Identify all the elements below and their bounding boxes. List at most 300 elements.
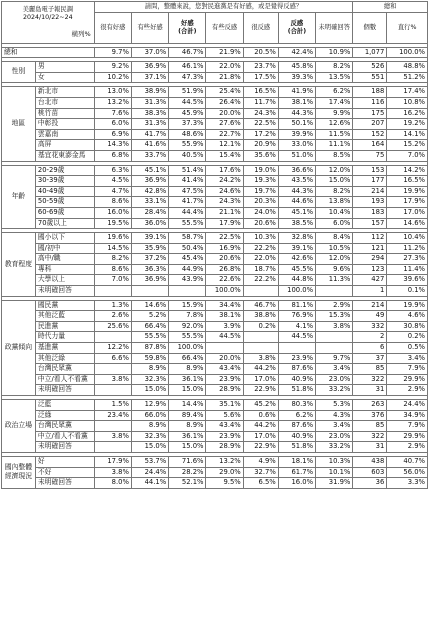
header-row-1 [2,2,428,13]
value-cell: 44.6% [278,197,315,208]
value-cell: 48.6% [169,129,206,140]
value-cell [243,343,278,354]
value-cell: 44.9% [169,264,206,275]
value-cell: 37.3% [169,119,206,130]
value-cell: 9.7% [94,47,131,58]
value-cell: 44.1% [131,478,168,489]
value-cell: 322 [353,374,387,385]
value-cell: 1.5% [94,400,131,411]
table-row [2,47,428,58]
table-row [2,467,428,478]
value-cell: 26.4% [206,97,243,108]
value-cell: 23.0% [316,374,353,385]
report-date: 2024/10/22~24 [23,14,73,22]
value-cell: 10.2% [94,72,131,83]
value-cell: 43.9% [169,275,206,286]
value-cell: 51.2% [387,72,428,83]
group-label: 國內整體經濟現況 [2,456,36,488]
value-cell: 24.0% [243,207,278,218]
group-label: 年齡 [2,165,36,229]
value-cell: 22.0% [243,254,278,265]
crosstab-table [1,1,428,489]
value-cell: 6.2% [278,410,315,421]
row-label: 50-59歲 [35,197,94,208]
table-row [2,374,428,385]
row-label: 中彰投 [35,119,94,130]
value-cell: 11.5% [316,129,353,140]
value-cell: 16.5% [243,87,278,98]
row-label: 新北市 [35,87,94,98]
value-cell: 44.3% [278,186,315,197]
value-cell: 2.9% [316,300,353,311]
value-cell: 100.0% [387,47,428,58]
table-row [2,343,428,354]
table-row [2,311,428,322]
value-cell: 44.5% [206,332,243,343]
value-cell: 16.0% [94,207,131,218]
value-cell: 51.4% [169,165,206,176]
value-cell: 376 [353,410,387,421]
value-cell: 24.3% [206,197,243,208]
row-label: 專科 [35,264,94,275]
value-cell: 10.4% [316,207,353,218]
value-cell: 41.4% [169,176,206,187]
value-cell: 44.5% [169,97,206,108]
value-cell: 4.6% [387,311,428,322]
value-cell: 4.3% [316,410,353,421]
group-label: 政治立場 [2,400,36,453]
value-cell: 175 [353,108,387,119]
total-header: 總和 [353,2,428,13]
value-cell: 0.6% [243,410,278,421]
value-cell: 48.8% [387,62,428,73]
value-cell: 22.6% [206,275,243,286]
value-cell: 47.3% [169,72,206,83]
row-label: 國民黨 [35,300,94,311]
value-cell: 44.4% [169,207,206,218]
value-cell: 33.2% [316,442,353,453]
title-block [2,2,95,44]
value-cell: 332 [353,321,387,332]
value-cell: 17.4% [316,97,353,108]
row-label: 泛藍 [35,400,94,411]
value-cell: 1,077 [353,47,387,58]
value-cell: 51.8% [278,385,315,396]
value-cell: 17.0% [243,374,278,385]
value-cell: 66.0% [131,410,168,421]
value-cell: 19.0% [243,165,278,176]
value-cell: 36.1% [169,431,206,442]
value-cell: 15.0% [169,442,206,453]
value-cell: 13.5% [316,72,353,83]
value-cell: 27.3% [387,254,428,265]
value-cell: 33.7% [131,150,168,161]
row-label: 40-49歲 [35,186,94,197]
table-row [2,129,428,140]
row-label: 70歲以上 [35,218,94,229]
value-cell: 2 [353,332,387,343]
value-cell: 33.0% [278,140,315,151]
value-cell: 9.5% [206,478,243,489]
value-cell [94,364,131,375]
value-cell: 10.3% [316,456,353,467]
value-cell: 43.5% [278,176,315,187]
value-cell: 112 [353,233,387,244]
column-header: 好感 (合計) [169,12,206,43]
value-cell: 23.4% [94,410,131,421]
table-row [2,478,428,489]
value-cell [206,343,243,354]
value-cell: 8.9% [131,364,168,375]
value-cell: 44.3% [278,108,315,119]
row-label: 30-39歲 [35,176,94,187]
value-cell: 49 [353,311,387,322]
value-cell: 71.6% [169,456,206,467]
value-cell: 44.2% [243,364,278,375]
value-cell: 66.4% [169,353,206,364]
value-cell: 8.6% [94,197,131,208]
value-cell: 39.3% [278,72,315,83]
value-cell: 29.9% [387,374,428,385]
value-cell: 22.7% [206,129,243,140]
value-cell: 100.0% [169,343,206,354]
value-cell: 87.8% [131,343,168,354]
value-cell: 35.1% [206,400,243,411]
value-cell: 11.2% [387,243,428,254]
value-cell: 30.8% [387,321,428,332]
row-label: 其他泛藍 [35,311,94,322]
value-cell: 121 [353,243,387,254]
value-cell: 6 [353,343,387,354]
value-cell: 8.9% [169,421,206,432]
value-cell: 9.6% [316,264,353,275]
value-cell: 22.9% [243,385,278,396]
value-cell: 14.5% [94,243,131,254]
value-cell: 45.5% [278,264,315,275]
table-row [2,300,428,311]
value-cell: 61.7% [278,467,315,478]
value-cell: 20.3% [243,197,278,208]
value-cell: 41.7% [169,197,206,208]
table-row [2,353,428,364]
value-cell: 263 [353,400,387,411]
value-cell: 322 [353,431,387,442]
value-cell: 6.2% [316,87,353,98]
value-cell: 41.7% [131,129,168,140]
value-cell: 17.9% [94,456,131,467]
value-cell: 3.8% [316,321,353,332]
value-cell: 2.9% [387,385,428,396]
value-cell: 50.4% [169,243,206,254]
table-row [2,286,428,297]
value-cell: 0.1% [387,286,428,297]
value-cell [243,332,278,343]
value-cell: 36.3% [131,264,168,275]
value-cell: 45.4% [169,254,206,265]
value-cell: 20.6% [243,218,278,229]
value-cell: 1 [353,286,387,297]
value-cell: 14.3% [94,140,131,151]
value-cell: 14.6% [131,300,168,311]
table-row [2,207,428,218]
value-cell: 9.2% [94,62,131,73]
column-header: 直行% [387,12,428,43]
value-cell: 55.5% [169,218,206,229]
value-cell: 23.9% [206,431,243,442]
value-cell: 19.7% [243,186,278,197]
value-cell: 38.1% [206,311,243,322]
value-cell: 42.6% [278,254,315,265]
value-cell: 5.2% [131,311,168,322]
value-cell: 4.1% [278,321,315,332]
value-cell: 23.9% [206,374,243,385]
value-cell: 11.1% [316,140,353,151]
value-cell: 214 [353,300,387,311]
value-cell: 32.8% [278,233,315,244]
table-row [2,165,428,176]
value-cell: 8.6% [94,264,131,275]
value-cell: 46.7% [169,47,206,58]
row-label: 好 [35,456,94,467]
row-label: 不好 [35,467,94,478]
value-cell: 45.1% [131,165,168,176]
value-cell [94,385,131,396]
table-row [2,264,428,275]
value-cell: 6.9% [94,129,131,140]
value-cell: 76.9% [278,311,315,322]
value-cell: 22.5% [206,233,243,244]
value-cell: 33.2% [316,385,353,396]
group-label: 性別 [2,62,36,83]
value-cell [316,343,353,354]
value-cell [131,286,168,297]
value-cell: 38.8% [243,311,278,322]
value-cell: 3.8% [94,431,131,442]
value-cell: 66.4% [131,321,168,332]
report-title: 美麗島電子報民調 [22,6,73,14]
row-label: 國小以下 [35,233,94,244]
value-cell: 294 [353,254,387,265]
value-cell: 43.4% [206,364,243,375]
value-cell: 15.9% [169,300,206,311]
value-cell: 0.2% [243,321,278,332]
value-cell: 3.4% [316,421,353,432]
value-cell: 31 [353,385,387,396]
value-cell: 20.5% [243,47,278,58]
value-cell: 52.1% [169,478,206,489]
value-cell: 27.6% [206,119,243,130]
value-cell: 8.2% [94,254,131,265]
question-text: 請問，整體來說，您對民進黨是有好感，或是覺得反感？ [94,2,353,13]
value-cell: 13.2% [206,456,243,467]
row-label: 桃竹苗 [35,108,94,119]
value-cell: 21.1% [206,207,243,218]
value-cell: 36.9% [131,176,168,187]
value-cell: 6.8% [94,150,131,161]
value-cell: 4.7% [94,186,131,197]
table-row [2,108,428,119]
value-cell: 37.0% [131,47,168,58]
table-row [2,400,428,411]
value-cell: 22.0% [206,62,243,73]
value-cell: 42.8% [131,186,168,197]
row-label: 基宜花東澎金馬 [35,150,94,161]
value-cell: 16.0% [278,478,315,489]
row-label: 中立/看人不看黨 [35,431,94,442]
value-cell: 8.4% [316,233,353,244]
value-cell: 15.4% [206,150,243,161]
value-cell: 214 [353,186,387,197]
value-cell: 36.9% [131,275,168,286]
row-label: 民進黨 [35,321,94,332]
value-cell: 40.9% [278,374,315,385]
value-cell: 58.7% [169,233,206,244]
value-cell: 7.8% [169,311,206,322]
value-cell: 28.2% [169,467,206,478]
value-cell: 10.3% [243,233,278,244]
value-cell: 12.2% [94,343,131,354]
value-cell: 12.0% [316,254,353,265]
value-cell: 20.9% [243,140,278,151]
column-header: 有些反感 [206,12,243,43]
value-cell: 193 [353,197,387,208]
value-cell: 45.1% [278,207,315,218]
value-cell: 33.1% [131,197,168,208]
table-row [2,364,428,375]
value-cell: 40.9% [278,431,315,442]
value-cell [169,286,206,297]
value-cell: 177 [353,176,387,187]
value-cell: 207 [353,119,387,130]
value-cell: 18.1% [278,456,315,467]
value-cell: 29.9% [387,431,428,442]
value-cell: 55.9% [169,140,206,151]
value-cell: 22.5% [243,119,278,130]
value-cell: 11.3% [316,275,353,286]
value-cell: 23.7% [243,62,278,73]
value-cell: 16.5% [387,176,428,187]
value-cell: 12.9% [131,400,168,411]
row-label: 雲嘉南 [35,129,94,140]
table-row [2,97,428,108]
value-cell: 19.2% [387,119,428,130]
value-cell [243,286,278,297]
value-cell: 28.4% [131,207,168,218]
value-cell: 25.4% [206,87,243,98]
table-row [2,150,428,161]
row-label: 高中/職 [35,254,94,265]
value-cell: 20.0% [206,353,243,364]
value-cell: 526 [353,62,387,73]
table-row [2,140,428,151]
value-cell: 19.9% [387,186,428,197]
value-cell: 36.9% [131,62,168,73]
value-cell: 15.2% [387,140,428,151]
value-cell: 24.2% [206,176,243,187]
value-cell: 19.9% [387,300,428,311]
value-cell: 12.0% [316,165,353,176]
row-label: 未明確回答 [35,385,94,396]
value-cell: 55.5% [169,332,206,343]
table-row [2,442,428,453]
value-cell: 24.3% [243,108,278,119]
value-cell: 6.3% [94,165,131,176]
column-header: 很有好感 [94,12,131,43]
value-cell: 22.2% [243,275,278,286]
row-label: 女 [35,72,94,83]
value-cell: 41.6% [131,140,168,151]
row-label: 台灣民眾黨 [35,364,94,375]
value-cell: 24.4% [387,400,428,411]
value-cell: 3.9% [206,321,243,332]
value-cell: 15.0% [131,442,168,453]
value-cell: 551 [353,72,387,83]
value-cell: 40.5% [169,150,206,161]
value-cell: 0.2% [387,332,428,343]
value-cell: 31.9% [316,478,353,489]
value-cell: 75 [353,150,387,161]
row-label: 國/初中 [35,243,94,254]
value-cell: 15.0% [131,385,168,396]
value-cell: 8.5% [316,150,353,161]
value-cell: 26.8% [206,264,243,275]
value-cell: 3.8% [94,374,131,385]
table-row [2,197,428,208]
value-cell: 10.1% [316,467,353,478]
value-cell: 1.3% [94,300,131,311]
value-cell: 17.9% [387,197,428,208]
value-cell: 56.0% [387,467,428,478]
row-label: 大學以上 [35,275,94,286]
value-cell: 9.9% [316,108,353,119]
value-cell: 36.1% [169,374,206,385]
row-label: 其他泛綠 [35,353,94,364]
value-cell: 3.3% [387,478,428,489]
value-cell: 8.9% [131,421,168,432]
table-row [2,431,428,442]
value-cell: 0.5% [387,343,428,354]
value-cell: 39.9% [278,129,315,140]
value-cell: 44.2% [243,421,278,432]
value-cell: 53.7% [131,456,168,467]
value-cell: 438 [353,456,387,467]
value-cell: 3.8% [94,467,131,478]
value-cell: 31.3% [131,119,168,130]
value-cell: 34.4% [206,300,243,311]
value-cell: 12.6% [316,119,353,130]
table-row [2,72,428,83]
value-cell: 32.3% [131,374,168,385]
value-cell: 59.8% [131,353,168,364]
value-cell: 85 [353,421,387,432]
table-row [2,119,428,130]
value-cell: 16.9% [206,243,243,254]
value-cell: 7.9% [387,364,428,375]
value-cell: 6.5% [243,478,278,489]
table-row [2,410,428,421]
value-cell: 2.6% [94,311,131,322]
row-label: 總和 [2,47,95,58]
value-cell: 4.9% [243,456,278,467]
value-cell: 87.6% [278,364,315,375]
value-cell: 100.0% [278,286,315,297]
value-cell [94,332,131,343]
value-cell: 45.2% [243,400,278,411]
value-cell: 38.5% [278,218,315,229]
value-cell: 10.8% [387,97,428,108]
value-cell: 100.0% [206,286,243,297]
value-cell: 14.4% [169,400,206,411]
